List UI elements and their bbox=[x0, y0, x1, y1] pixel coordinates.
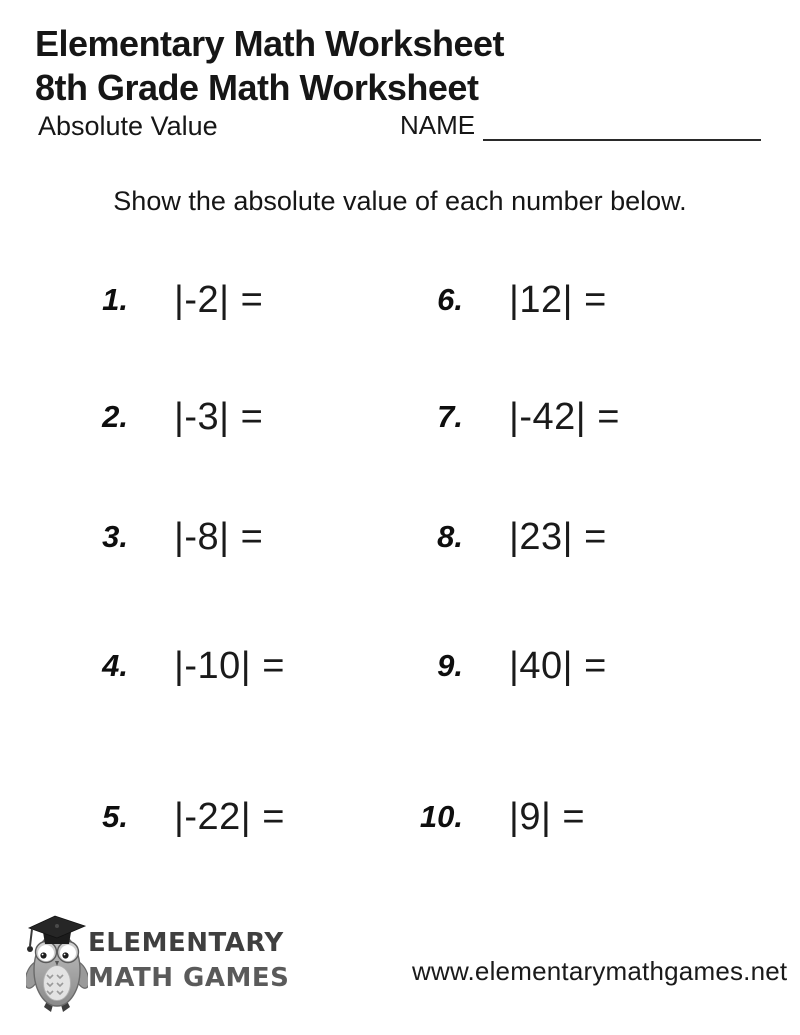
problem-row-1 bbox=[60, 275, 263, 325]
problem-number: 5. bbox=[102, 799, 128, 834]
problem-expression: |-8| = bbox=[174, 515, 264, 558]
problem-expression: |23| = bbox=[509, 515, 607, 558]
problem-expression: |-3| = bbox=[174, 395, 264, 438]
worksheet-topic: Absolute Value bbox=[38, 111, 218, 141]
problem-row-4 bbox=[60, 641, 285, 691]
name-blank-line bbox=[483, 113, 761, 141]
problem-row-2 bbox=[60, 392, 263, 442]
problem-row-5 bbox=[60, 792, 285, 842]
problem-row-9 bbox=[395, 641, 607, 691]
problem-number: 4. bbox=[102, 648, 128, 683]
problem-expression: |-42| = bbox=[509, 395, 620, 438]
problem-expression: |-2| = bbox=[174, 278, 264, 321]
logo-text bbox=[88, 926, 289, 996]
website-url: www.elementarymathgames.net bbox=[412, 956, 788, 986]
problem-expression: |12| = bbox=[509, 278, 607, 321]
problem-number: 2. bbox=[102, 399, 128, 434]
problem-row-7 bbox=[395, 392, 620, 442]
problem-expression: |-22| = bbox=[174, 795, 285, 838]
name-label: NAME bbox=[400, 110, 476, 140]
worksheet-subtitle: 8th Grade Math Worksheet bbox=[35, 67, 479, 108]
instruction-text: Show the absolute value of each number below. bbox=[113, 186, 687, 216]
problem-number: 7. bbox=[437, 399, 463, 434]
problem-number: 10. bbox=[419, 799, 463, 834]
problem-number: 9. bbox=[437, 648, 463, 683]
problem-expression: |-10| = bbox=[174, 644, 285, 687]
problem-row-8 bbox=[395, 512, 607, 562]
problem-number: 6. bbox=[437, 282, 463, 317]
problem-row-6 bbox=[395, 275, 607, 325]
problem-expression: |9| = bbox=[509, 795, 586, 838]
logo-text-line1: ELEMENTARY bbox=[88, 928, 284, 958]
problem-row-10 bbox=[395, 792, 585, 842]
logo-text-line2: MATH GAMES bbox=[88, 963, 290, 993]
problem-expression: |40| = bbox=[509, 644, 607, 687]
problem-number: 8. bbox=[437, 519, 463, 554]
owl-graduate-logo-icon bbox=[26, 912, 88, 1014]
worksheet-title: Elementary Math Worksheet bbox=[35, 23, 504, 64]
problem-number: 3. bbox=[102, 519, 128, 554]
problem-number: 1. bbox=[102, 282, 128, 317]
name-field-group bbox=[400, 110, 761, 141]
problem-row-3 bbox=[60, 512, 263, 562]
